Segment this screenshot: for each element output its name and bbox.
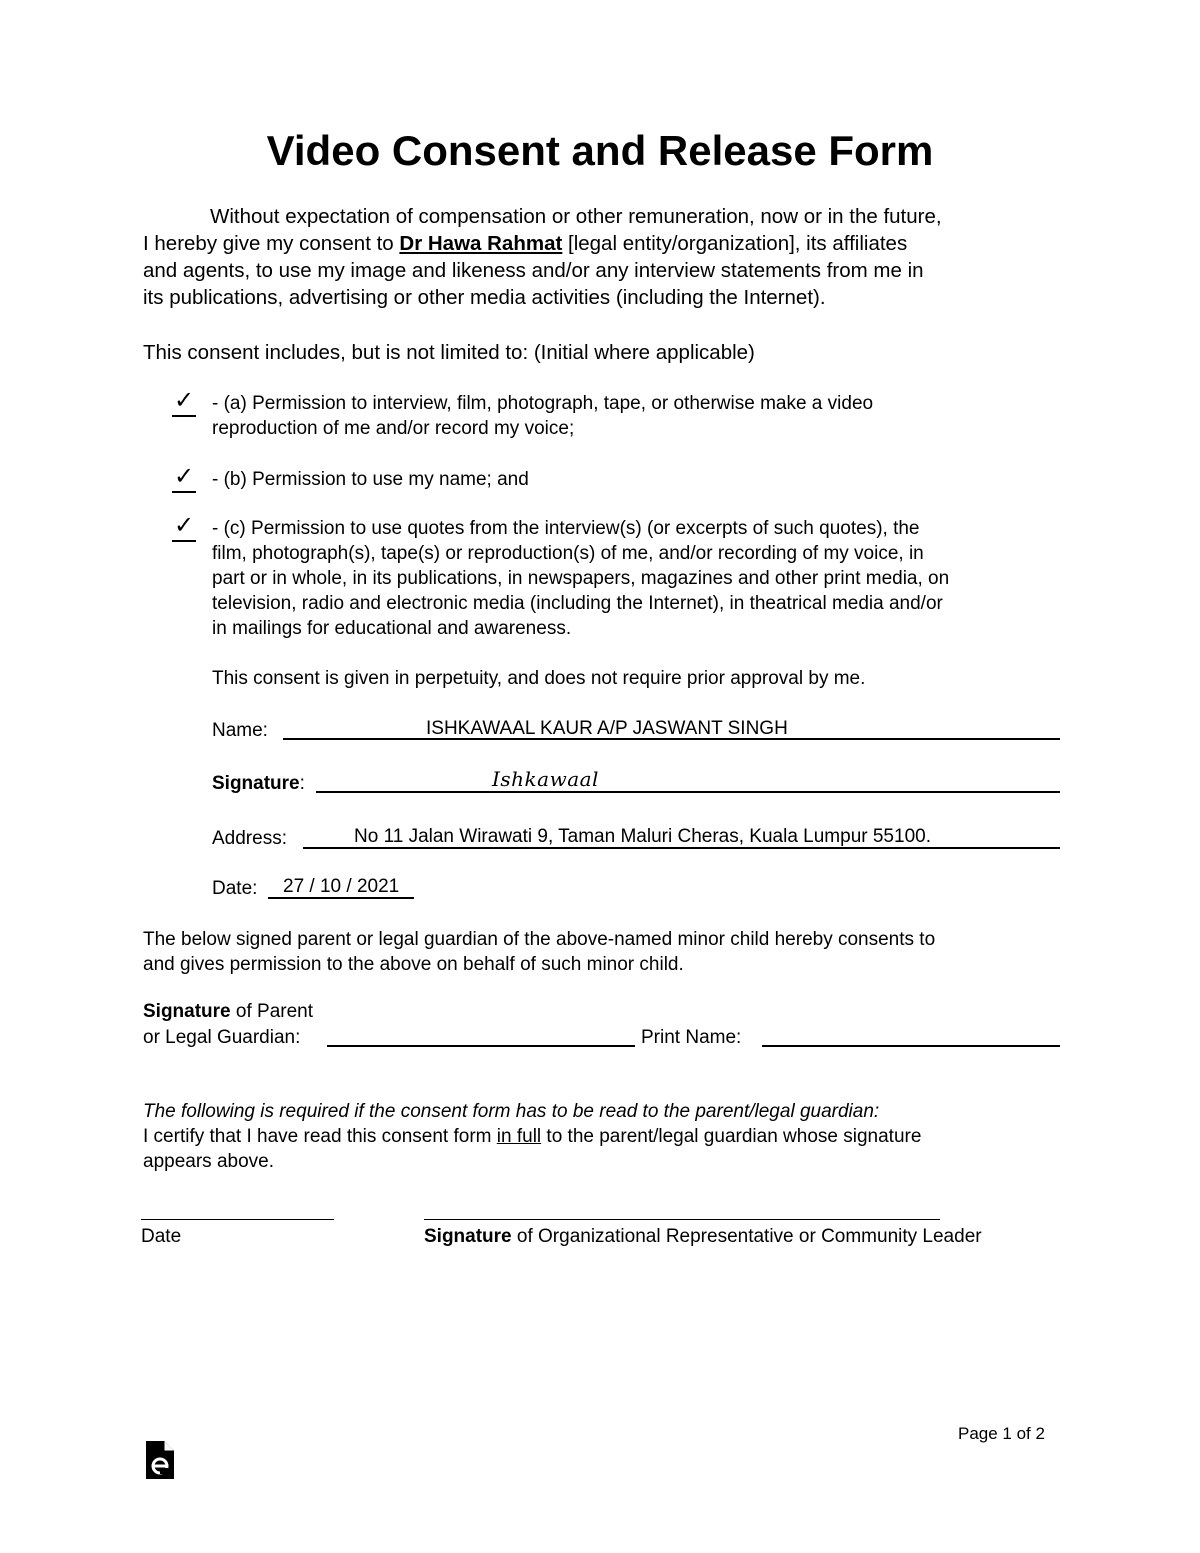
reader-italic-line: The following is required if the consent form has to be read to the parent/legal guardian:: [143, 1101, 880, 1122]
intro-line-3: and agents, to use my image and likeness and/or any interview statements from me in: [143, 259, 924, 282]
perpetuity-text: This consent is given in perpetuity, and does not require prior approval by me.: [212, 668, 866, 689]
date-label: Date:: [212, 878, 258, 899]
name-label: Name:: [212, 720, 268, 741]
signature-label-bold: Signature: [212, 773, 300, 794]
certify-line-1: [143, 1124, 921, 1149]
intro-line-2: [143, 231, 907, 257]
signature-field-line[interactable]: [316, 791, 1060, 793]
rep-signature-line[interactable]: [424, 1219, 940, 1220]
signature-value[interactable]: Ishkawaal: [492, 767, 599, 791]
item-c-line-4: television, radio and electronic media (including the Internet), in theatrical media and/or: [212, 593, 943, 614]
intro-line-2-post: [legal entity/organization], its affiliates: [562, 232, 908, 255]
check-mark-icon: ✓: [172, 388, 196, 417]
includes-text: This consent includes, but is not limited to: (Initial where applicable): [143, 341, 755, 364]
print-name-label: Print Name:: [641, 1027, 742, 1048]
certify-post: to the parent/legal guardian whose signature: [541, 1126, 922, 1147]
guardian-signature-line[interactable]: [327, 1045, 635, 1047]
intro-line-2-pre: I hereby give my consent to: [143, 232, 400, 255]
certify-line-2: appears above.: [143, 1151, 274, 1172]
guardian-text-line-2: and gives permission to the above on behalf of such minor child.: [143, 954, 684, 975]
certify-underlined: in full: [496, 1126, 542, 1147]
address-value[interactable]: No 11 Jalan Wirawati 9, Taman Maluri Cheras, Kuala Lumpur 55100.: [354, 826, 931, 847]
guardian-signature-bold: Signature: [143, 1001, 231, 1022]
eforms-logo-icon: [146, 1441, 174, 1479]
item-a-line-1: - (a) Permission to interview, film, photograph, tape, or otherwise make a video: [212, 393, 874, 414]
check-mark-icon: ✓: [172, 464, 196, 493]
name-value[interactable]: ISHKAWAAL KAUR A/P JASWANT SINGH: [426, 718, 788, 739]
item-b-line-1: - (b) Permission to use my name; and: [212, 469, 529, 490]
intro-line-1: Without expectation of compensation or other remuneration, now or in the future,: [210, 205, 942, 228]
guardian-signature-label-2: or Legal Guardian:: [143, 1027, 301, 1048]
item-c-line-1: - (c) Permission to use quotes from the interview(s) (or excerpts of such quotes), the: [212, 518, 920, 539]
item-c-line-3: part or in whole, in its publications, in newspapers, magazines and other print media, on: [212, 568, 950, 589]
reader-date-label: Date: [141, 1226, 182, 1247]
item-a-line-2: reproduction of me and/or record my voice;: [212, 418, 575, 439]
entity-name: Dr Hawa Rahmat: [399, 232, 563, 255]
item-c-line-5: in mailings for educational and awareness.: [212, 618, 572, 639]
rep-signature-rest: of Organizational Representative or Community Leader: [511, 1226, 982, 1247]
guardian-signature-rest: of Parent: [230, 1001, 314, 1022]
rep-signature-bold: Signature: [424, 1226, 512, 1247]
reader-date-line[interactable]: [141, 1219, 334, 1220]
signature-label: [212, 771, 305, 796]
signature-colon: :: [299, 773, 305, 794]
intro-line-4: its publications, advertising or other media activities (including the Internet).: [143, 286, 826, 309]
guardian-signature-label: [143, 999, 313, 1024]
date-value[interactable]: 27 / 10 / 2021: [283, 876, 400, 897]
page-number: Page 1 of 2: [958, 1424, 1045, 1443]
print-name-line[interactable]: [762, 1045, 1060, 1047]
rep-signature-label: [424, 1224, 982, 1249]
page-title: Video Consent and Release Form: [266, 127, 934, 174]
address-label: Address:: [212, 828, 287, 849]
item-c-line-2: film, photograph(s), tape(s) or reproduction(s) of me, and/or recording of my voice, in: [212, 543, 924, 564]
check-mark-icon: ✓: [172, 513, 196, 542]
certify-pre: I certify that I have read this consent form: [143, 1126, 497, 1147]
guardian-text-line-1: The below signed parent or legal guardian of the above-named minor child hereby consents to: [143, 929, 936, 950]
